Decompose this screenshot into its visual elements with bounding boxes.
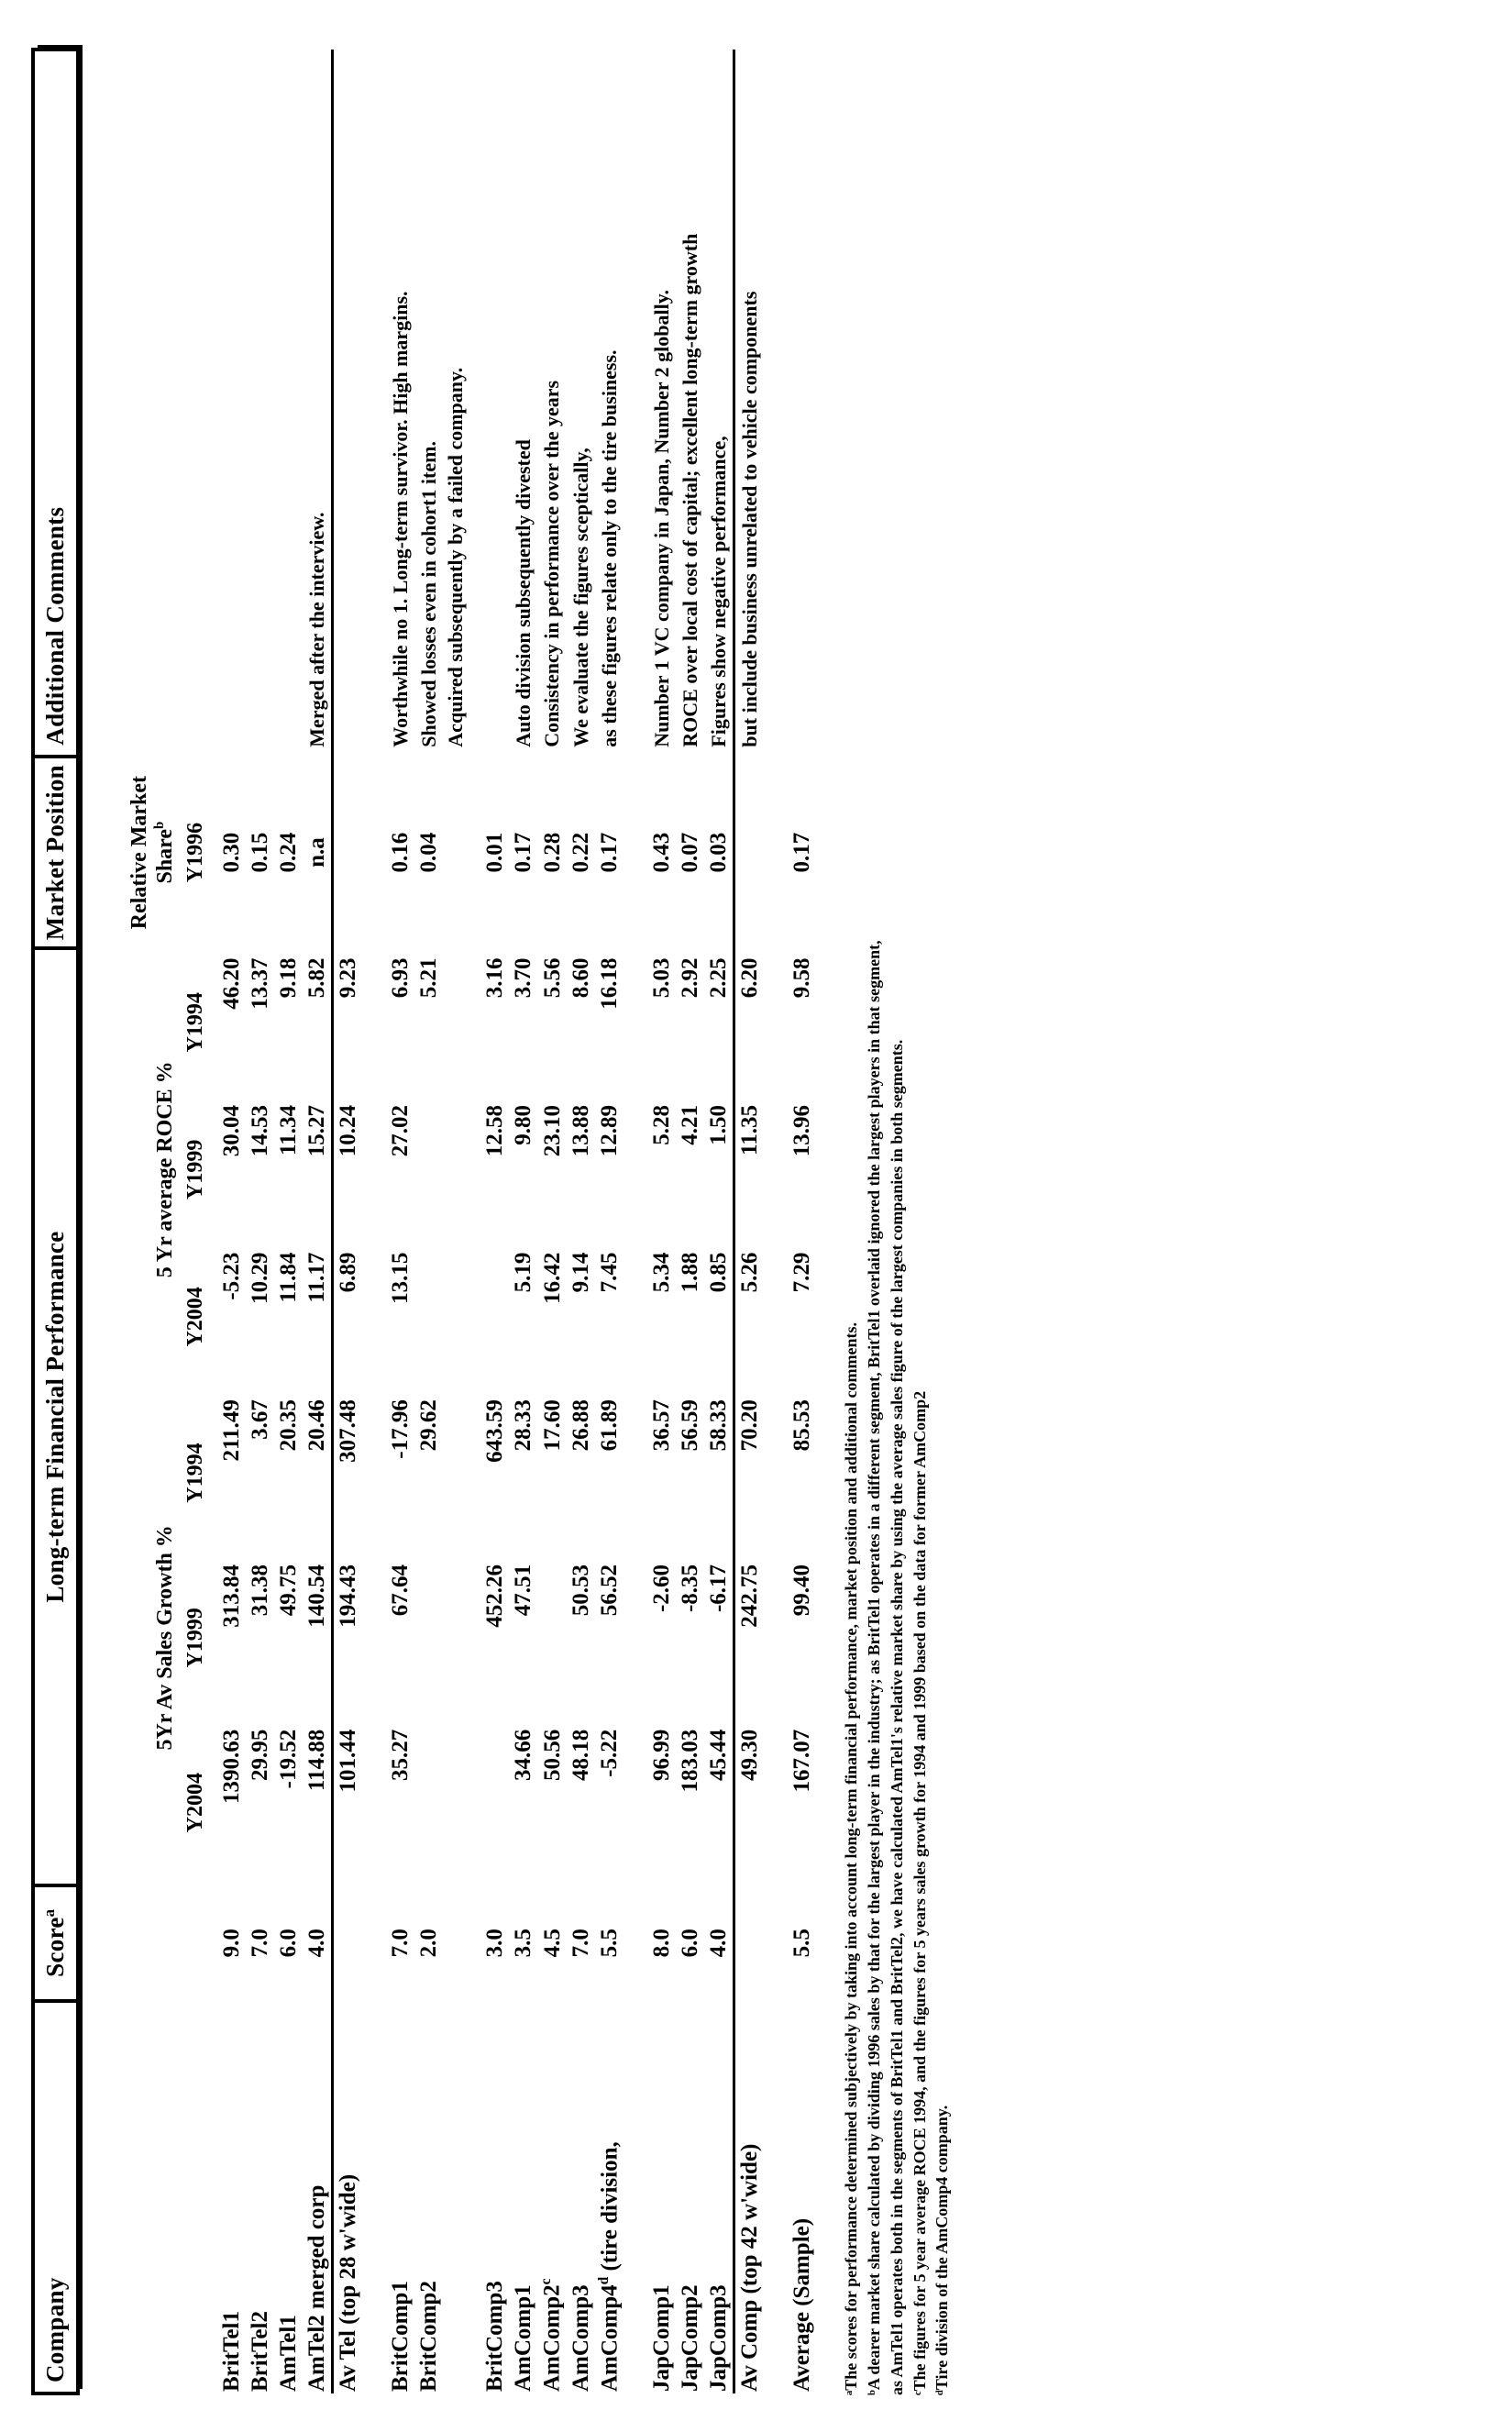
row-roce-1999: 23.10: [539, 1105, 565, 1157]
table-row: [676, 50, 704, 2393]
sample-average-growth-1994: 85.53: [789, 1399, 815, 1452]
telecom-average-row: [332, 50, 362, 2393]
row-growth-1994: 29.62: [415, 1399, 441, 1452]
tel-average-growth-1999: 194.43: [332, 1555, 362, 1720]
row-roce-1999: 1.50: [706, 1105, 732, 1145]
row-comment: [274, 50, 303, 757]
table-row: [509, 50, 537, 2393]
row-roce-2004: 10.29: [247, 1252, 272, 1304]
row-market-share: 0.17: [596, 832, 622, 873]
row-comment: Merged after the interview.: [304, 512, 328, 747]
row-score: 2.0: [415, 1929, 441, 1958]
row-comment: Showed losses even in cohort1 item.: [416, 441, 440, 747]
year-score-blank: [180, 1885, 217, 2001]
row-roce-1994: 3.70: [511, 957, 536, 999]
row-growth-1994: 643.59: [482, 1399, 508, 1463]
row-growth-1994: -17.96: [387, 1399, 413, 1459]
row-company: AmComp3: [568, 2284, 593, 2392]
comp-average-roce-1994: 6.20: [734, 948, 765, 1096]
row-growth-1999: 47.51: [511, 1564, 536, 1617]
row-growth-2004: 35.27: [387, 1729, 413, 1782]
row-company: BritTel1: [218, 2311, 244, 2392]
row-growth-1994: 26.88: [568, 1399, 593, 1452]
subheader-comments-blank: [104, 50, 180, 757]
row-market-share: 0.01: [482, 832, 508, 873]
rel-share-footnote-marker: b: [152, 821, 168, 829]
row-growth-1994: 58.33: [706, 1399, 732, 1452]
row-company-suffix: (tire division,: [597, 2141, 623, 2277]
row-score: 7.0: [387, 1929, 413, 1958]
row-market-share: 0.28: [539, 832, 565, 873]
row-growth-1999: 67.64: [387, 1564, 413, 1617]
row-growth-1999: 313.84: [218, 1564, 244, 1628]
subheader-sales-growth: 5Yr Av Sales Growth %: [153, 1525, 178, 1751]
tel-average-roce-2004: 6.89: [332, 1244, 362, 1391]
row-growth-1999: 49.75: [275, 1564, 301, 1617]
row-growth-2004: -19.52: [275, 1729, 301, 1789]
row-roce-2004: 5.34: [649, 1252, 675, 1293]
row-comment: Figures show negative performance,: [706, 436, 730, 747]
row-company-footnote-marker: d: [595, 2276, 612, 2285]
row-company: BritComp1: [387, 2281, 413, 2392]
row-growth-1994: 3.67: [247, 1399, 272, 1440]
row-comment: Worthwhile no 1. Long-term survivor. High margins.: [388, 291, 412, 747]
row-market-share: 0.43: [649, 832, 675, 873]
subheader-group-row: [104, 50, 180, 2393]
sample-average-comment: [788, 50, 816, 757]
header-additional-comments: Additional Comments: [33, 50, 78, 757]
row-roce-1999: 12.89: [596, 1105, 622, 1157]
row-roce-1994: 9.18: [275, 957, 301, 999]
rel-share-line1: Relative Market: [127, 775, 152, 930]
table-row: [647, 50, 676, 2393]
footnote-b-line1: ᵇA dearer market share calculated by dividing 1996 sales by that for the largest player in the industry; as BritTel1 operates in a different segment, BritTel1 overlaid ignored the largest players in that segment,: [864, 940, 883, 2395]
header-band-row: [33, 50, 78, 2393]
row-comment: [480, 50, 509, 757]
sample-average-score: 5.5: [789, 1929, 815, 1958]
row-growth-2004: 1390.63: [218, 1729, 244, 1805]
row-company-name: AmComp4: [597, 2284, 623, 2392]
tel-average-growth-1994: 307.48: [332, 1390, 362, 1555]
row-score: 4.0: [304, 1929, 329, 1958]
subheader-relative-market-share: [104, 757, 180, 949]
row-comment: [217, 50, 246, 757]
row-growth-1999: [414, 1555, 443, 1720]
year-growth-1999: Y1999: [183, 1608, 208, 1668]
row-company-name: AmComp2: [539, 2284, 565, 2392]
row-market-share: n.a: [304, 837, 329, 868]
row-company-footnote-marker: c: [538, 2278, 555, 2285]
year-share-1996: Y1996: [183, 822, 208, 883]
row-market-share: 0.24: [275, 832, 301, 873]
year-growth-1994: Y1994: [183, 1443, 208, 1503]
row-roce-2004: [414, 1244, 443, 1391]
table-row: [414, 50, 443, 2393]
footnote-a: ᵃThe scores for performance determined subjectively by taking into account long-term financial performance, market position and additional comments.: [842, 1322, 861, 2395]
row-roce-1999: 5.28: [649, 1105, 675, 1145]
row-growth-1994: 28.33: [511, 1399, 536, 1452]
row-roce-1994: 46.20: [218, 957, 244, 1010]
header-score-label: Score: [41, 1917, 69, 1977]
row-growth-1994: 36.57: [649, 1399, 675, 1452]
comp-average-label: Av Comp (top 42 w'wide): [734, 2001, 765, 2393]
row-score: 4.0: [706, 1929, 732, 1958]
tel-average-roce-1994: 9.23: [332, 948, 362, 1096]
row-score: 6.0: [275, 1929, 301, 1958]
row-roce-1994: 2.25: [706, 957, 732, 999]
row-growth-1999: 31.38: [247, 1564, 272, 1617]
subheader-score-blank: [104, 1885, 180, 2001]
sample-average-roce-2004: 7.29: [789, 1252, 815, 1293]
row-company: BritTel2: [247, 2311, 272, 2392]
footnote-d: ᵈTire division of the AmComp4 company.: [933, 2105, 952, 2395]
row-growth-1999: 56.52: [596, 1564, 622, 1617]
header-market-position: Market Position: [33, 757, 78, 949]
sample-average-growth-1999: 99.40: [789, 1564, 815, 1617]
row-growth-1999: 50.53: [568, 1564, 593, 1617]
year-company-blank: [180, 2001, 217, 2393]
sample-average-roce-1994: 9.58: [789, 957, 815, 999]
row-roce-2004: -5.23: [218, 1252, 244, 1300]
comp-average-roce-2004: 5.26: [734, 1244, 765, 1391]
row-growth-2004: 45.44: [706, 1729, 732, 1782]
acquired-note: Acquired subsequently by a failed company.: [443, 367, 467, 747]
row-roce-2004: 16.42: [539, 1252, 565, 1304]
row-growth-1999: 452.26: [482, 1564, 508, 1628]
row-growth-1994: 20.35: [275, 1399, 301, 1452]
row-comment: [246, 50, 274, 757]
row-roce-2004: 11.17: [304, 1252, 329, 1303]
row-roce-1999: 11.34: [275, 1105, 301, 1155]
row-comment: Auto division subsequently divested: [512, 439, 535, 747]
row-company: AmTel2 merged corp: [304, 2184, 329, 2392]
row-market-share: 0.15: [247, 832, 272, 873]
sample-average-share: 0.17: [789, 832, 815, 873]
footnote-c: ᶜThe figures for 5 year average ROCE 1994, and the figures for 5 years sales growth for 1994 and 1999 based on the data for former AmComp2: [910, 1390, 929, 2395]
row-score: 7.0: [247, 1929, 272, 1958]
row-company: AmTel1: [275, 2315, 301, 2392]
row-roce-1999: 27.02: [387, 1105, 413, 1157]
row-roce-1999: 9.80: [511, 1105, 536, 1145]
row-growth-2004: 114.88: [304, 1729, 329, 1792]
footnotes-block: [840, 103, 954, 2395]
row-roce-1994: 5.82: [304, 957, 329, 999]
row-growth-2004: 183.03: [678, 1729, 703, 1793]
table-row: [595, 50, 624, 2393]
row-roce-1994: 2.92: [678, 957, 703, 999]
row-roce-2004: 9.14: [568, 1252, 593, 1293]
row-growth-1999: -6.17: [706, 1564, 732, 1613]
row-roce-2004: 11.84: [275, 1252, 301, 1303]
row-comment: Consistency in performance over the years: [540, 380, 564, 747]
row-company: [595, 2001, 624, 2393]
row-growth-1999: [537, 1555, 566, 1720]
header-financial-performance: Long-term Financial Performance: [33, 948, 78, 1885]
comp-average-score: [734, 1885, 765, 2001]
table-row: [480, 50, 509, 2393]
row-growth-1994: 56.59: [678, 1399, 703, 1452]
row-roce-1994: 13.37: [247, 957, 272, 1010]
year-comments-blank: [180, 50, 217, 757]
row-company: [537, 2001, 566, 2393]
row-roce-1999: [414, 1096, 443, 1244]
row-roce-1999: 15.27: [304, 1105, 329, 1157]
row-roce-1994: 3.16: [482, 957, 508, 999]
row-company: AmComp1: [511, 2284, 536, 2392]
comp-average-share: [734, 757, 765, 949]
table-row: [537, 50, 566, 2393]
performance-table: [31, 48, 816, 2395]
row-score: 7.0: [568, 1929, 593, 1958]
row-comment: as these figures relate only to the tire business.: [597, 349, 621, 747]
rel-share-line2: Share: [153, 828, 178, 884]
row-market-share: 0.22: [568, 832, 593, 873]
row-roce-1994: 6.93: [387, 957, 413, 999]
row-roce-1994: 5.03: [649, 957, 675, 999]
year-roce-2004: Y2004: [183, 1287, 208, 1347]
comp-average-growth-1999: 242.75: [734, 1555, 765, 1720]
row-roce-1994: 5.56: [539, 957, 565, 999]
row-roce-1999: 4.21: [678, 1105, 703, 1145]
row-growth-2004: -5.22: [596, 1729, 622, 1777]
row-growth-2004: [414, 1720, 443, 1885]
row-market-share: 0.16: [387, 832, 413, 873]
comp-average-row: [734, 50, 765, 2393]
header-score: [33, 1885, 78, 2001]
year-growth-2004: Y2004: [183, 1773, 208, 1833]
row-roce-2004: 7.45: [596, 1252, 622, 1293]
row-growth-2004: 50.56: [539, 1729, 565, 1782]
sample-average-row: [788, 50, 816, 2393]
table-row: [217, 50, 246, 2393]
table-row: [274, 50, 303, 2393]
row-market-share: 0.04: [415, 832, 441, 873]
row-roce-1994: 16.18: [596, 957, 622, 1010]
row-growth-1994: 20.46: [304, 1399, 329, 1452]
header-company: Company: [33, 2001, 78, 2393]
row-growth-2004: 34.66: [511, 1729, 536, 1782]
row-comment: Number 1 VC company in Japan, Number 2 globally.: [649, 289, 673, 747]
row-roce-2004: 1.88: [678, 1252, 703, 1293]
table-row: [303, 50, 333, 2393]
row-company: BritComp3: [482, 2281, 508, 2392]
row-growth-1994: 61.89: [596, 1399, 622, 1452]
row-growth-1999: -8.35: [678, 1564, 703, 1613]
row-roce-1994: 8.60: [568, 957, 593, 999]
row-score: 5.5: [596, 1929, 622, 1958]
comp-footer-comment: but include business unrelated to vehicle components: [734, 50, 765, 757]
row-score: 8.0: [649, 1929, 675, 1958]
row-roce-1999: 14.53: [247, 1105, 272, 1157]
row-growth-1999: -2.60: [649, 1564, 675, 1613]
row-roce-2004: 0.85: [706, 1252, 732, 1293]
row-roce-1999: 12.58: [482, 1105, 508, 1157]
comp-average-growth-2004: 49.30: [734, 1720, 765, 1885]
row-comment: We evaluate the figures sceptically,: [568, 448, 592, 747]
tel-average-share: [332, 757, 362, 949]
table-row: [567, 50, 595, 2393]
sample-average-roce-1999: 13.96: [789, 1105, 815, 1157]
row-company: JapComp2: [678, 2284, 703, 2392]
footnote-b-line2: as AmTel1 operates both in the segments of BritTel1 and BritTel2, we have calculated AmTel1's relative market share by using the average sales figure of the largest companies in both segments.: [887, 1039, 906, 2395]
row-company: BritComp2: [415, 2281, 441, 2392]
tel-average-label: Av Tel (top 28 w'wide): [332, 2001, 362, 2393]
row-market-share: 0.17: [511, 832, 536, 873]
tel-average-comment: [332, 50, 362, 757]
year-roce-1999: Y1999: [183, 1139, 208, 1199]
row-roce-1994: 5.21: [415, 957, 441, 999]
table-row: [246, 50, 274, 2393]
table-row: [704, 50, 734, 2393]
row-growth-2004: 29.95: [247, 1729, 272, 1782]
row-score: 3.5: [511, 1929, 536, 1958]
row-growth-1994: 17.60: [539, 1399, 565, 1452]
row-roce-2004: 5.19: [511, 1252, 536, 1293]
row-market-share: 0.30: [218, 832, 244, 873]
row-roce-1999: 13.88: [568, 1105, 593, 1157]
row-growth-2004: 48.18: [568, 1729, 593, 1782]
row-comment: ROCE over local cost of capital; excellent long-term growth: [678, 233, 701, 747]
row-roce-2004: [480, 1244, 509, 1391]
row-growth-2004: [480, 1720, 509, 1885]
row-score: 3.0: [482, 1929, 508, 1958]
row-roce-2004: 13.15: [387, 1252, 413, 1304]
acquired-note-row: [443, 50, 469, 2393]
subheader-company-blank: [104, 2001, 180, 2393]
row-roce-1999: 30.04: [218, 1105, 244, 1157]
subheader-years-row: [180, 50, 217, 2393]
row-market-share: 0.07: [678, 832, 703, 873]
sample-average-growth-2004: 167.07: [789, 1729, 815, 1793]
row-company: JapComp1: [649, 2284, 675, 2392]
comp-average-growth-1994: 70.20: [734, 1390, 765, 1555]
tel-average-score: [332, 1885, 362, 2001]
row-growth-2004: 96.99: [649, 1729, 675, 1782]
row-score: 9.0: [218, 1929, 244, 1958]
tel-average-roce-1999: 10.24: [332, 1096, 362, 1244]
row-market-share: 0.03: [706, 832, 732, 873]
header-score-footnote-marker: a: [40, 1908, 58, 1918]
row-company: JapComp3: [706, 2284, 732, 2392]
row-score: 6.0: [678, 1929, 703, 1958]
table-row: [386, 50, 414, 2393]
row-growth-1994: 211.49: [218, 1399, 244, 1462]
row-growth-1999: 140.54: [304, 1564, 329, 1628]
subheader-roce: 5 Yr average ROCE %: [153, 1061, 178, 1278]
sample-average-label: Average (Sample): [789, 2217, 815, 2392]
tel-average-growth-2004: 101.44: [332, 1720, 362, 1885]
row-score: 4.5: [539, 1929, 565, 1958]
comp-average-roce-1999: 11.35: [734, 1096, 765, 1244]
year-roce-1994: Y1994: [183, 992, 208, 1053]
